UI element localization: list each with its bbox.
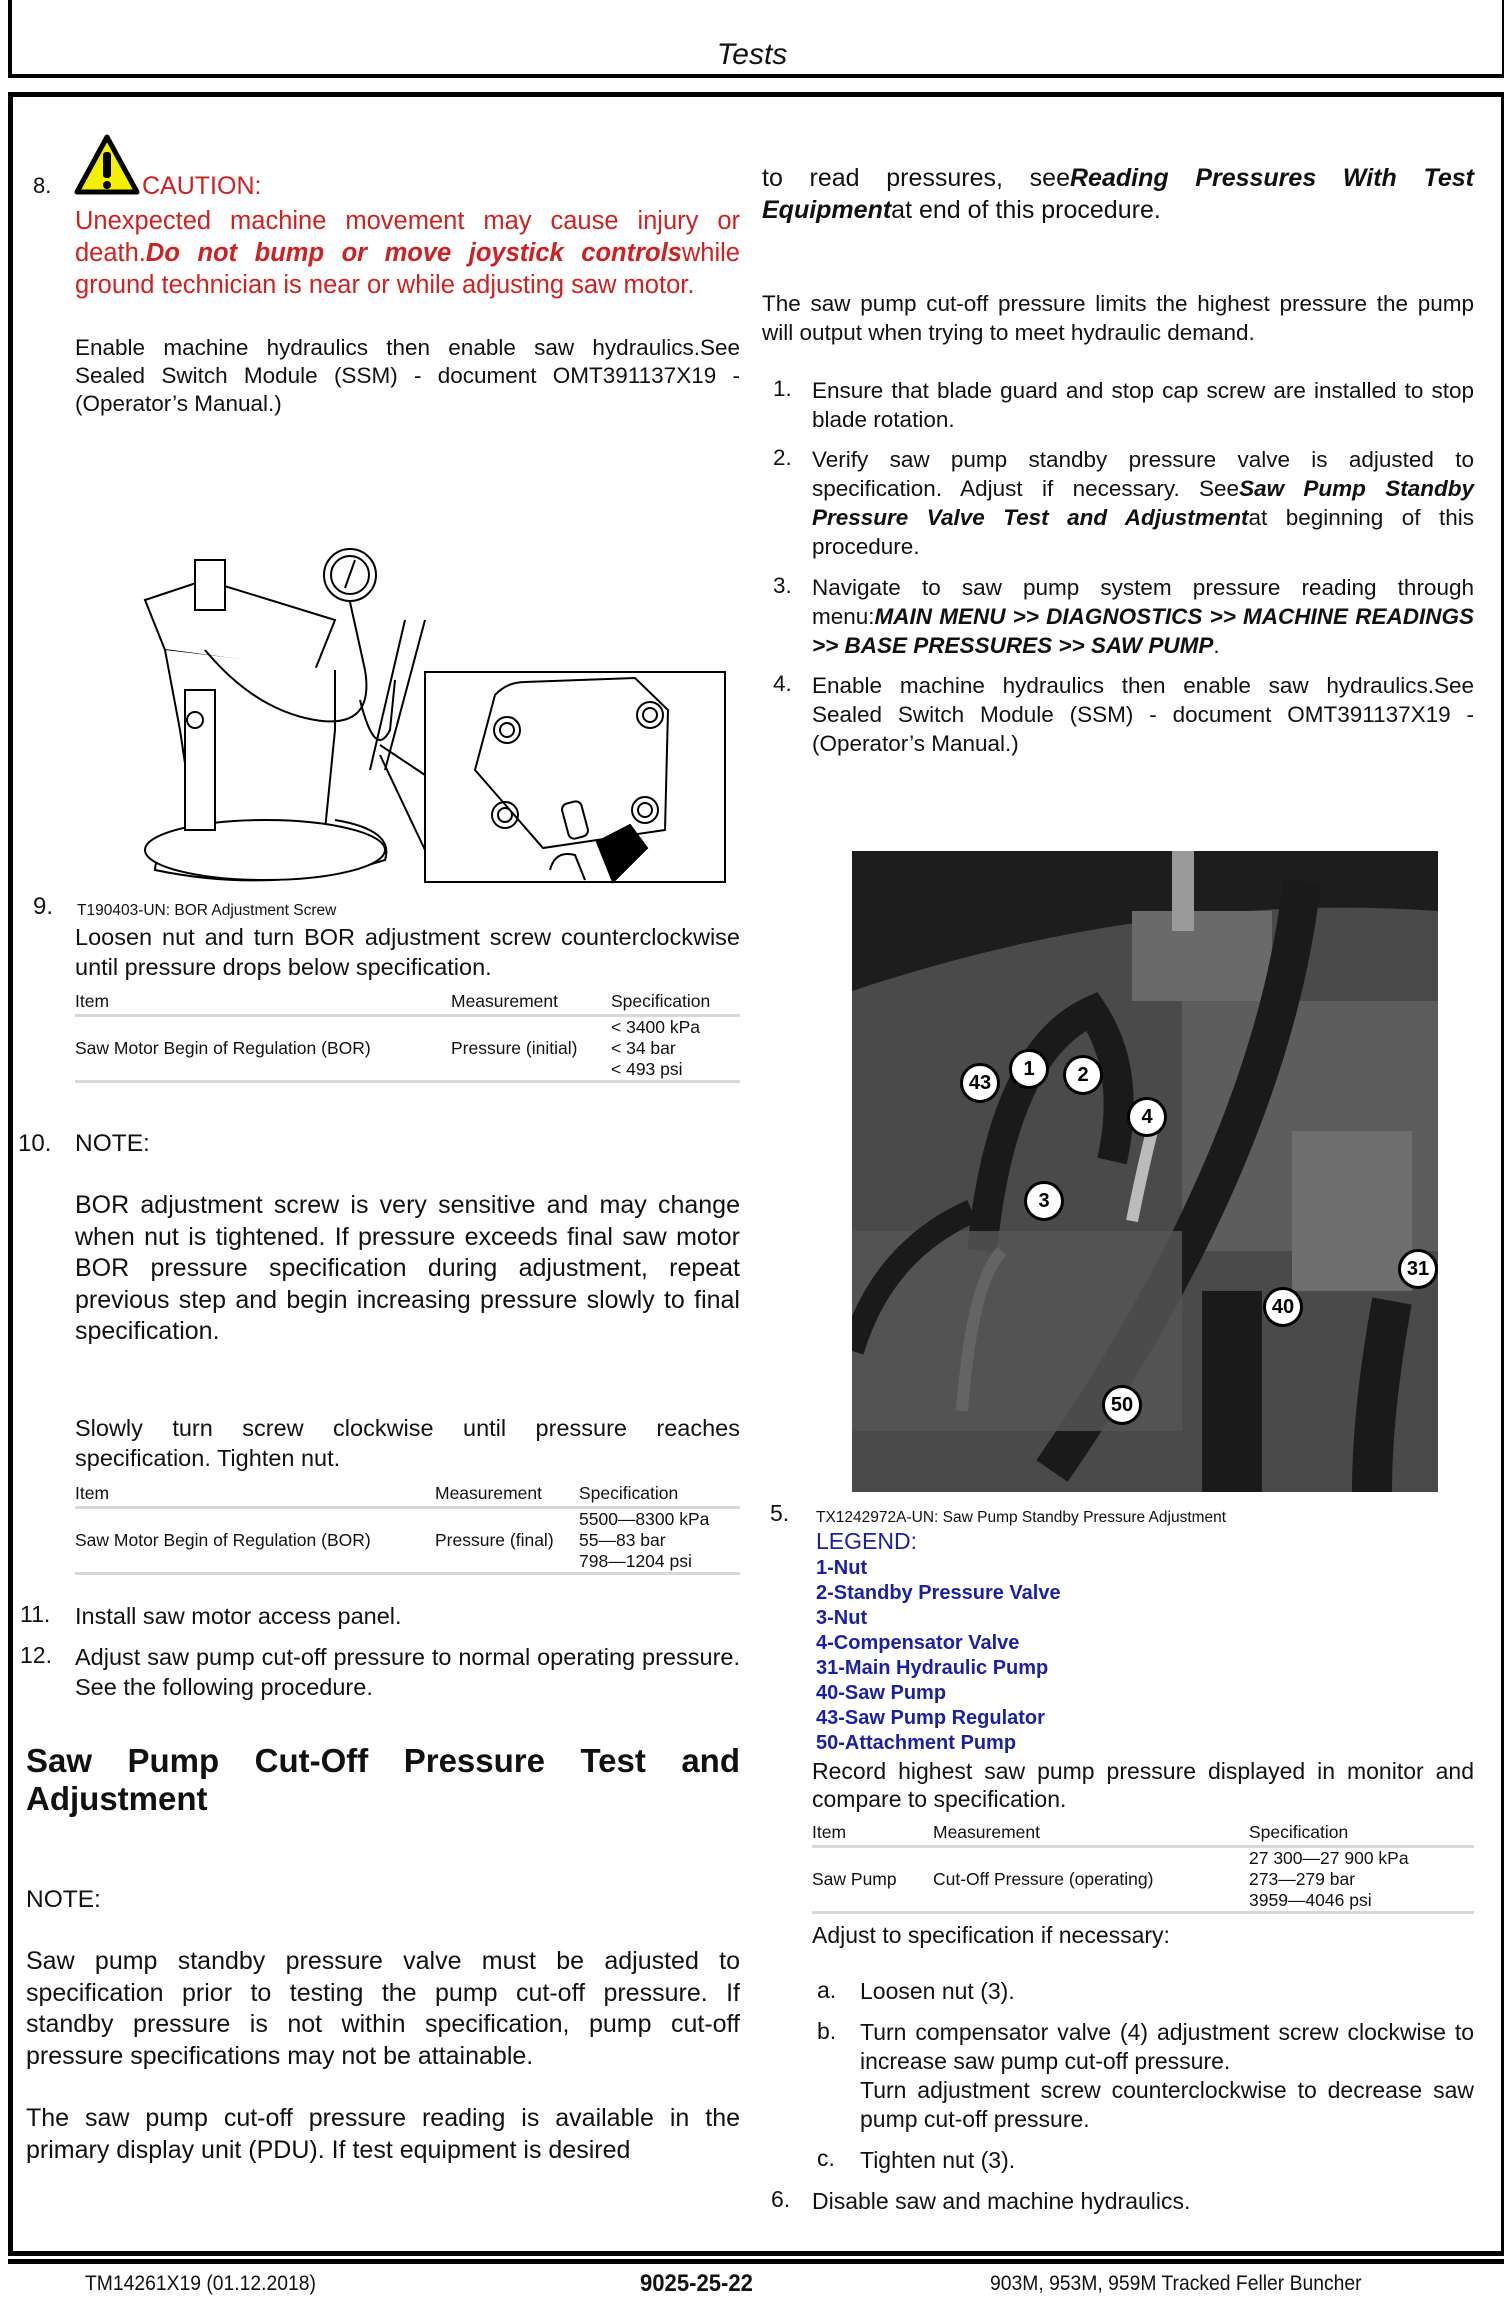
step-number: 6. — [771, 2186, 791, 2212]
reference-link[interactable]: Saw Pump Standby Pressure Valve Test and Adjustment — [812, 476, 1474, 530]
callout-40: 40 — [1263, 1287, 1303, 1327]
callout-50: 50 — [1102, 1385, 1142, 1425]
caution-emphasis: Do not bump or move joystick controls — [145, 239, 682, 267]
legend-item: 31-Main Hydraulic Pump — [816, 1657, 1049, 1679]
spec-table-cutoff — [812, 1822, 1474, 1914]
footer-page-number: 9025-25-22 — [640, 2270, 753, 2297]
substep-label: b. — [817, 2018, 837, 2044]
legend-item: 1-Nut — [816, 1557, 868, 1579]
table-cell-spec — [579, 1508, 740, 1574]
column-header: Measurement — [435, 1483, 579, 1508]
table-row — [75, 1508, 740, 1574]
step-number: 11. — [20, 1601, 51, 1627]
spec-kpa: 5500—8300 kPa — [579, 1509, 710, 1529]
table-cell-item: Saw Motor Begin of Regulation (BOR) — [75, 1016, 451, 1082]
legend-item: 50-Attachment Pump — [816, 1732, 1017, 1754]
caution-text-end: while ground technician is near or while adjusting saw motor. — [75, 239, 740, 299]
substep-c-text: Tighten nut (3). — [860, 2147, 1016, 2173]
spec-bar: 273—279 bar — [1249, 1869, 1356, 1889]
step5-text: Record highest saw pump pressure displayed in monitor and compare to specification. — [812, 1758, 1474, 1812]
column-header: Measurement — [933, 1822, 1249, 1847]
step12-text: Adjust saw pump cut-off pressure to normal operating pressure. See the following procedure. — [75, 1644, 740, 1700]
step-number: 10. — [18, 1130, 52, 1157]
spec-table-bor-final — [75, 1483, 740, 1575]
note-label: NOTE: — [75, 1130, 150, 1157]
table-cell-item: Saw Pump — [812, 1847, 933, 1913]
substep-label: c. — [817, 2145, 835, 2171]
step8-instruction: Enable machine hydraulics then enable saw hydraulics.See Sealed Switch Module (SSM) - document OMT391137X19 - (Operator’s Manual.) — [75, 335, 740, 416]
page-header-title: Tests — [716, 38, 788, 71]
table-row — [812, 1847, 1474, 1913]
continuation-text-a: to read pressures, see — [762, 164, 1070, 192]
step10-instruction: Slowly turn screw clockwise until pressure reaches specification. Tighten nut. — [75, 1415, 740, 1471]
substep-b-decrease: Turn adjustment screw counterclockwise to decrease saw pump cut-off pressure. — [860, 2077, 1474, 2132]
legend-list — [816, 1556, 1061, 1756]
step6-text: Disable saw and machine hydraulics. — [812, 2188, 1191, 2214]
step-number: 5. — [770, 1500, 790, 1526]
intro-text: The saw pump cut-off pressure limits the highest pressure the pump will output when trying to meet hydraulic demand. — [762, 291, 1474, 345]
footer-model: 903M, 953M, 959M Tracked Feller Buncher — [990, 2272, 1362, 2295]
substep-b-increase: Turn compensator valve (4) adjustment screw clockwise to increase saw pump cut-off pressure. — [860, 2019, 1474, 2074]
spec-bar: < 34 bar — [611, 1038, 676, 1058]
step4-text: Enable machine hydraulics then enable saw hydraulics.See Sealed Switch Module (SSM) - document OMT391137X19 - (Operator’s Manual.) — [812, 673, 1474, 756]
step-number: 8. — [33, 173, 52, 198]
table-cell-measurement: Pressure (final) — [435, 1508, 579, 1574]
legend-item: 4-Compensator Valve — [816, 1632, 1020, 1654]
footer-rule — [8, 2259, 1504, 2264]
column-header: Specification — [579, 1483, 740, 1508]
callout-4: 4 — [1127, 1097, 1167, 1137]
legend-item: 40-Saw Pump — [816, 1682, 947, 1704]
legend-item: 2-Standby Pressure Valve — [816, 1582, 1061, 1604]
table-header-row — [812, 1822, 1474, 1847]
table-row — [75, 1016, 740, 1082]
table-cell-item: Saw Motor Begin of Regulation (BOR) — [75, 1508, 435, 1574]
table-header-row — [75, 1483, 740, 1508]
section-heading: Saw Pump Cut-Off Pressure Test and Adjustment — [26, 1742, 740, 1817]
step2-text-b: at beginning of this procedure. — [812, 505, 1475, 559]
saw-pump-photo-figure — [852, 851, 1438, 1492]
step2-text-a: Verify saw pump standby pressure valve is adjusted to specification. Adjust if necessary. See — [812, 447, 1474, 501]
table-cell-measurement: Pressure (initial) — [451, 1016, 611, 1082]
step-number: 1. — [773, 376, 792, 401]
continuation-text — [762, 162, 1474, 226]
step11-text: Install saw motor access panel. — [75, 1603, 402, 1629]
note-text: Saw pump standby pressure valve must be adjusted to specification prior to testing the pump cut-off pressure. If standby pressure is not within specification, pump cut-off pressure specifications may not be attainable. — [26, 1947, 740, 2070]
caution-label: CAUTION: — [142, 172, 262, 200]
callout-43: 43 — [960, 1063, 1000, 1103]
table-cell-measurement: Cut-Off Pressure (operating) — [933, 1847, 1249, 1913]
legend-title: LEGEND: — [816, 1528, 917, 1554]
step-number: 3. — [773, 573, 792, 598]
note-text: BOR adjustment screw is very sensitive and may change when nut is tightened. If pressure exceeds final saw motor BOR pressure specification during adjustment, repeat previous step and begin increasing pressure slowly to final specification. — [75, 1191, 740, 1345]
column-header: Item — [812, 1822, 933, 1847]
spec-table-bor-initial — [75, 991, 740, 1083]
menu-path: MAIN MENU >> DIAGNOSTICS >> MACHINE READINGS >> BASE PRESSURES >> SAW PUMP — [812, 604, 1474, 658]
footer-doc-id: TM14261X19 (01.12.2018) — [85, 2272, 316, 2295]
spec-psi: 798—1204 psi — [579, 1551, 692, 1571]
spec-kpa: < 3400 kPa — [611, 1017, 701, 1037]
substep-a-text: Loosen nut (3). — [860, 1978, 1015, 2004]
step3-text-b: . — [1213, 633, 1220, 658]
callout-2: 2 — [1063, 1055, 1103, 1095]
step3-text-a: Navigate to saw pump system pressure reading through menu: — [812, 575, 1474, 629]
spec-bar: 55—83 bar — [579, 1530, 666, 1550]
step1-text: Ensure that blade guard and stop cap screw are installed to stop blade rotation. — [812, 378, 1474, 432]
spec-psi: < 493 psi — [611, 1059, 683, 1079]
callout-1: 1 — [1009, 1049, 1049, 1089]
callout-31: 31 — [1398, 1249, 1438, 1289]
column-header: Item — [75, 1483, 435, 1508]
table-header-row — [75, 991, 740, 1016]
table-cell-spec — [611, 1016, 740, 1082]
bor-adjustment-screw-figure — [135, 530, 735, 890]
substep-label: a. — [817, 1977, 837, 2003]
substep-b-text — [860, 2018, 1474, 2134]
figure-caption: T190403-UN: BOR Adjustment Screw — [77, 902, 337, 919]
note-label: NOTE: — [26, 1886, 101, 1913]
step-number: 9. — [33, 893, 54, 920]
pdu-text: The saw pump cut-off pressure reading is available in the primary display unit (PDU). If test equipment is desired — [26, 2104, 740, 2164]
legend-item: 3-Nut — [816, 1607, 868, 1629]
adjust-text: Adjust to specification if necessary: — [812, 1922, 1170, 1948]
step-number: 2. — [773, 445, 792, 470]
step9-text: Loosen nut and turn BOR adjustment screw counterclockwise until pressure drops below specification. — [75, 924, 740, 980]
callout-3: 3 — [1024, 1181, 1064, 1221]
step2-text — [812, 445, 1474, 561]
continuation-text-b: at end of this procedure. — [891, 196, 1161, 224]
figure-caption: TX1242972A-UN: Saw Pump Standby Pressure Adjustment — [816, 1509, 1227, 1526]
step-number: 12. — [20, 1642, 52, 1668]
column-header: Specification — [611, 991, 740, 1016]
caution-icon — [74, 134, 140, 196]
legend-item: 43-Saw Pump Regulator — [816, 1707, 1045, 1729]
column-header: Measurement — [451, 991, 611, 1016]
spec-kpa: 27 300—27 900 kPa — [1249, 1848, 1409, 1868]
reference-link[interactable]: Reading Pressures With Test Equipment — [762, 164, 1474, 224]
table-cell-spec — [1249, 1847, 1474, 1913]
step-number: 4. — [773, 671, 792, 696]
caution-message — [75, 205, 740, 301]
step3-text — [812, 573, 1474, 660]
caution-text: Unexpected machine movement may cause injury or death. — [75, 207, 740, 267]
column-header: Specification — [1249, 1822, 1474, 1847]
column-header: Item — [75, 991, 451, 1016]
spec-psi: 3959—4046 psi — [1249, 1890, 1372, 1910]
